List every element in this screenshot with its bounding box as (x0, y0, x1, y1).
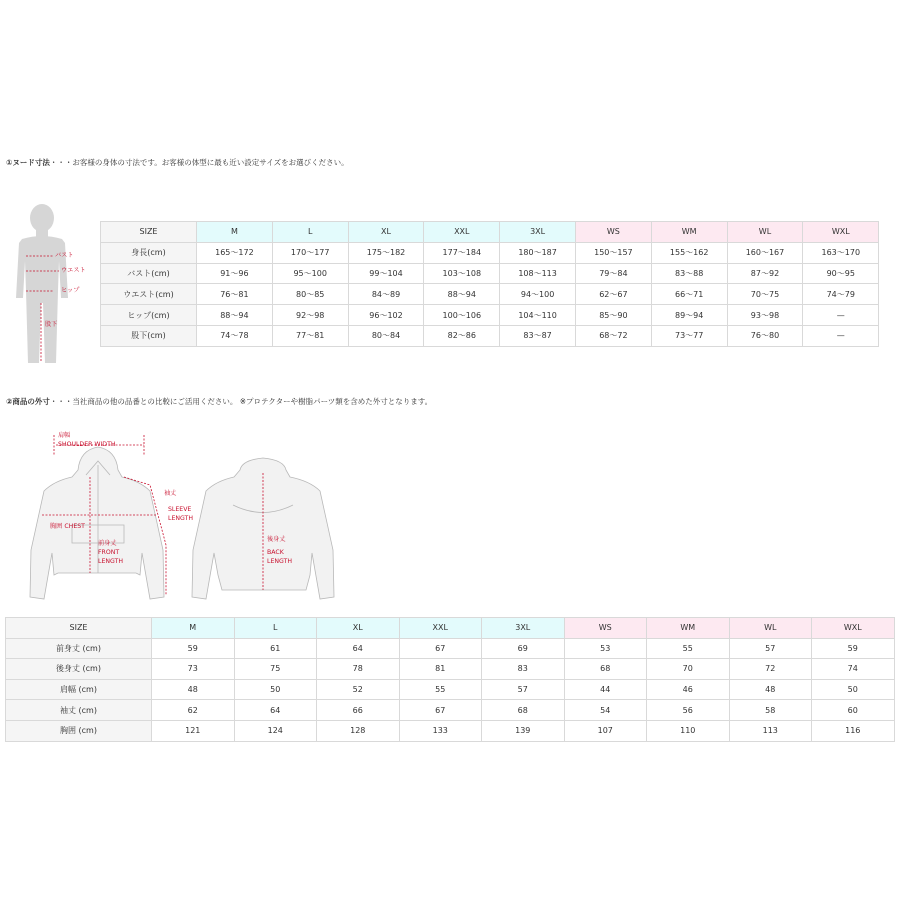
table-cell: 74 (812, 659, 895, 680)
section1-heading-text: ・・・お客様の身体の寸法です。お客様の体型に最も近い設定サイズをお選びください。 (49, 158, 349, 167)
column-header: WL (729, 618, 812, 639)
column-header: M (152, 618, 235, 639)
table-cell: 95〜100 (272, 263, 348, 284)
table-row (101, 325, 879, 346)
table-cell: 73 (152, 659, 235, 680)
table-cell: 108〜113 (500, 263, 576, 284)
table-cell: 113 (729, 720, 812, 741)
table-cell: 83〜88 (651, 263, 727, 284)
table-row (101, 284, 879, 305)
table-cell: 104〜110 (500, 305, 576, 326)
table-cell: 76〜80 (727, 325, 803, 346)
front-label-jp: 前身丈 (98, 540, 117, 547)
table-row (101, 263, 879, 284)
shoulder-label-jp: 肩幅 (58, 432, 71, 439)
table-cell: — (803, 305, 879, 326)
column-header: 3XL (482, 618, 565, 639)
column-header: WXL (803, 222, 879, 243)
column-header: SIZE (101, 222, 197, 243)
row-label: 前身丈 (cm) (6, 638, 152, 659)
chest-label-jp: 胸囲 (50, 523, 63, 530)
table-cell: 50 (812, 679, 895, 700)
table-cell: 57 (482, 679, 565, 700)
table-cell: 128 (317, 720, 400, 741)
table-cell: 81 (399, 659, 482, 680)
table-cell: 103〜108 (424, 263, 500, 284)
sleeve-label-en2: LENGTH (168, 515, 193, 522)
table-cell: 84〜89 (348, 284, 424, 305)
section2-heading-text: ・・・当社商品の他の品番との比較にご活用ください。 ※プロテクターや樹脂パーツ類を含めた外寸となります。 (49, 397, 433, 406)
column-header: XL (348, 222, 424, 243)
body-figure (8, 203, 98, 365)
nude-size-table (100, 221, 879, 347)
table-cell: 58 (729, 700, 812, 721)
shoulder-label-en: SHOULDER WIDTH (58, 441, 116, 448)
table-cell: 116 (812, 720, 895, 741)
row-label: 股下(cm) (101, 325, 197, 346)
table-cell: 77〜81 (272, 325, 348, 346)
table-cell: 87〜92 (727, 263, 803, 284)
table-cell: 83〜87 (500, 325, 576, 346)
jacket-figures (18, 425, 343, 607)
sleeve-label-jp: 袖丈 (164, 490, 177, 497)
table-row (6, 720, 895, 741)
table-cell: 78 (317, 659, 400, 680)
table-cell: 50 (234, 679, 317, 700)
table-cell: 68〜72 (575, 325, 651, 346)
column-header: L (272, 222, 348, 243)
table-cell: 165〜172 (197, 242, 273, 263)
column-header: WXL (812, 618, 895, 639)
table-cell: 66〜71 (651, 284, 727, 305)
table-row (6, 659, 895, 680)
table-cell: 88〜94 (424, 284, 500, 305)
body-silhouette-icon (8, 203, 98, 365)
table-cell: 68 (564, 659, 647, 680)
sleeve-label-en1: SLEEVE (168, 506, 192, 513)
table-cell: 64 (317, 638, 400, 659)
table-cell: 177〜184 (424, 242, 500, 263)
table-cell: 55 (647, 638, 730, 659)
table-cell: 59 (812, 638, 895, 659)
row-label: 身長(cm) (101, 242, 197, 263)
table-cell: 52 (317, 679, 400, 700)
section2-heading-bold: ②商品の外寸 (6, 397, 50, 406)
section2-heading (6, 396, 432, 407)
table-cell: 121 (152, 720, 235, 741)
table-cell: 80〜84 (348, 325, 424, 346)
table-cell: 62〜67 (575, 284, 651, 305)
table-cell: 139 (482, 720, 565, 741)
section1-heading (6, 157, 349, 168)
column-header: 3XL (500, 222, 576, 243)
table-cell: 90〜95 (803, 263, 879, 284)
chest-label-en: CHEST (64, 523, 85, 530)
table-cell: 75 (234, 659, 317, 680)
table-cell: 68 (482, 700, 565, 721)
table-cell: 67 (399, 638, 482, 659)
table-cell: 64 (234, 700, 317, 721)
table-cell: 93〜98 (727, 305, 803, 326)
table-cell: 57 (729, 638, 812, 659)
table-cell: 62 (152, 700, 235, 721)
table-cell: 110 (647, 720, 730, 741)
table-cell: 76〜81 (197, 284, 273, 305)
table-cell: 46 (647, 679, 730, 700)
table-cell: 48 (152, 679, 235, 700)
column-header: WM (647, 618, 730, 639)
table-row (6, 638, 895, 659)
table-cell: 170〜177 (272, 242, 348, 263)
table-cell: 160〜167 (727, 242, 803, 263)
table-cell: 163〜170 (803, 242, 879, 263)
table-cell: 89〜94 (651, 305, 727, 326)
table-cell: 180〜187 (500, 242, 576, 263)
column-header: WM (651, 222, 727, 243)
table-cell: 85〜90 (575, 305, 651, 326)
table-cell: 175〜182 (348, 242, 424, 263)
waist-label: ウエスト (61, 267, 86, 274)
front-label-en1: FRONT (98, 549, 120, 556)
table-cell: 94〜100 (500, 284, 576, 305)
row-label: 袖丈 (cm) (6, 700, 152, 721)
table-cell: 55 (399, 679, 482, 700)
table-cell: 56 (647, 700, 730, 721)
table-cell: 48 (729, 679, 812, 700)
inseam-label: 股下 (45, 321, 58, 328)
table-cell: 73〜77 (651, 325, 727, 346)
table-cell: 74〜79 (803, 284, 879, 305)
column-header: WL (727, 222, 803, 243)
table-cell: 53 (564, 638, 647, 659)
back-label-en2: LENGTH (267, 558, 292, 565)
chest-label (50, 523, 85, 530)
table-cell: 92〜98 (272, 305, 348, 326)
table-cell: 61 (234, 638, 317, 659)
column-header: M (197, 222, 273, 243)
table-cell: 54 (564, 700, 647, 721)
table-cell: 67 (399, 700, 482, 721)
row-label: バスト(cm) (101, 263, 197, 284)
table-cell: 70〜75 (727, 284, 803, 305)
row-label: 後身丈 (cm) (6, 659, 152, 680)
table-cell: 99〜104 (348, 263, 424, 284)
table-cell: 72 (729, 659, 812, 680)
row-label: ウエスト(cm) (101, 284, 197, 305)
table-row (101, 305, 879, 326)
table-cell: 100〜106 (424, 305, 500, 326)
table-cell: 83 (482, 659, 565, 680)
section1-heading-bold: ①ヌード寸法 (6, 158, 50, 167)
table-header-row (101, 222, 879, 243)
table-cell: 60 (812, 700, 895, 721)
table-cell: 69 (482, 638, 565, 659)
hip-label: ヒップ (61, 287, 80, 294)
column-header: XL (317, 618, 400, 639)
table-cell: 91〜96 (197, 263, 273, 284)
table-cell: 133 (399, 720, 482, 741)
table-cell: 96〜102 (348, 305, 424, 326)
table-row (6, 700, 895, 721)
table-cell: 82〜86 (424, 325, 500, 346)
table-cell: 66 (317, 700, 400, 721)
back-label-en1: BACK (267, 549, 284, 556)
table-cell: 79〜84 (575, 263, 651, 284)
table-cell: 155〜162 (651, 242, 727, 263)
column-header: WS (575, 222, 651, 243)
table-row (6, 679, 895, 700)
front-label-en2: LENGTH (98, 558, 123, 565)
column-header: WS (564, 618, 647, 639)
table-header-row (6, 618, 895, 639)
back-label-jp: 後身丈 (267, 536, 286, 543)
column-header: SIZE (6, 618, 152, 639)
row-label: 肩幅 (cm) (6, 679, 152, 700)
table-cell: 88〜94 (197, 305, 273, 326)
column-header: XXL (399, 618, 482, 639)
garment-size-table (5, 617, 895, 742)
table-cell: 74〜78 (197, 325, 273, 346)
row-label: 胸囲 (cm) (6, 720, 152, 741)
bust-label: バスト (55, 252, 74, 259)
column-header: XXL (424, 222, 500, 243)
table-cell: 70 (647, 659, 730, 680)
table-cell: — (803, 325, 879, 346)
column-header: L (234, 618, 317, 639)
table-cell: 107 (564, 720, 647, 741)
row-label: ヒップ(cm) (101, 305, 197, 326)
table-cell: 59 (152, 638, 235, 659)
table-cell: 124 (234, 720, 317, 741)
table-cell: 80〜85 (272, 284, 348, 305)
table-cell: 150〜157 (575, 242, 651, 263)
table-cell: 44 (564, 679, 647, 700)
table-row (101, 242, 879, 263)
